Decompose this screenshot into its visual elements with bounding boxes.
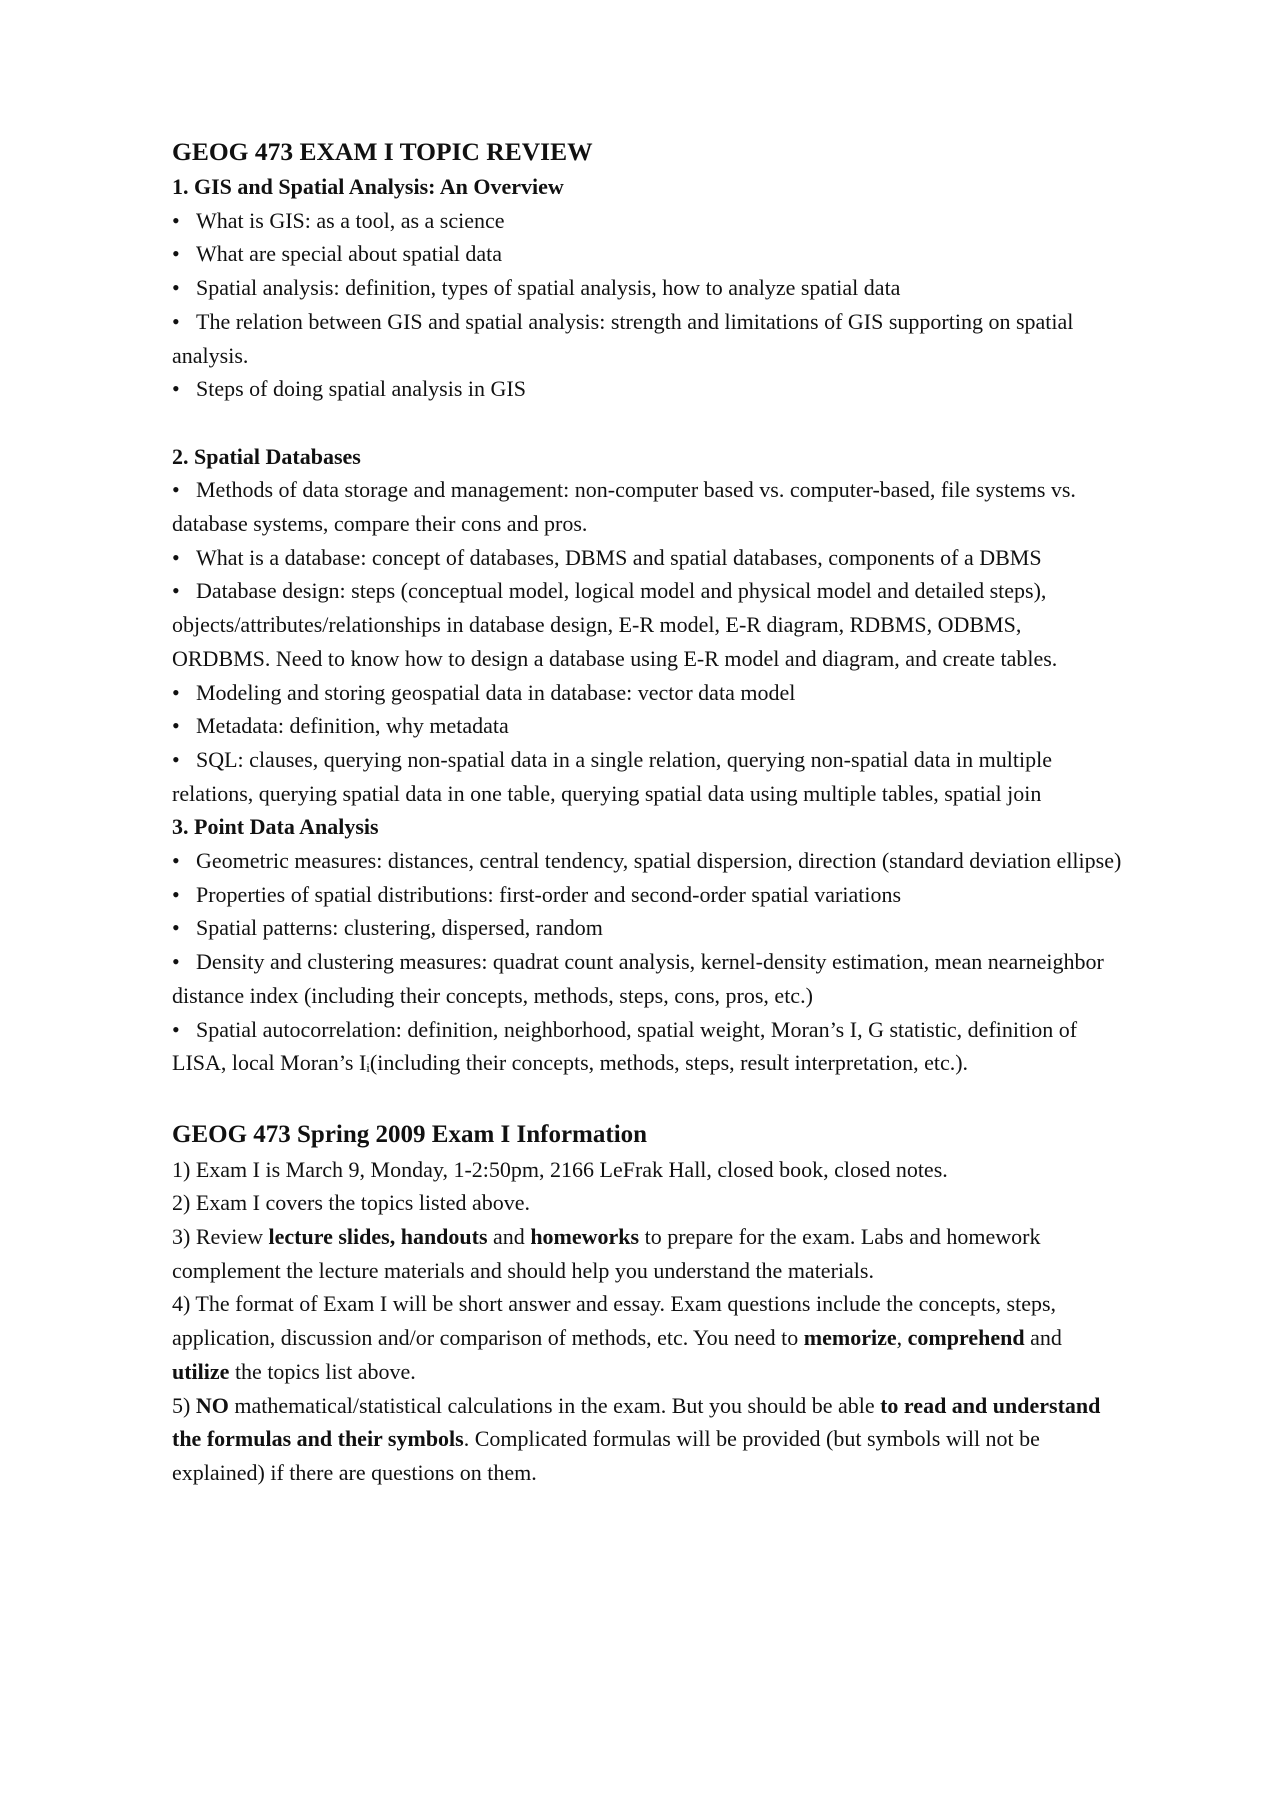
bullet-icon: • (172, 477, 180, 503)
document-title: GEOG 473 EXAM I TOPIC REVIEW (172, 137, 593, 166)
bullet-icon: • (172, 713, 180, 739)
section-heading: 2. Spatial Databases (172, 443, 361, 469)
info-list (172, 1153, 1122, 1490)
list-continuation: relations, querying spatial data in one table, querying spatial data using multiple tables, spatial join (172, 780, 1042, 806)
list-item: • Spatial patterns: clustering, dispersed, random (172, 911, 1122, 945)
list-item: • Density and clustering measures: quadrat count analysis, kernel-density estimation, mean nearneighbor distance index (including their concepts, methods, steps, cons, pros, etc.) (172, 945, 1122, 1012)
list-item: • What are special about spatial data (172, 237, 1122, 271)
info-item-3: 3) Review lecture slides, handouts and homeworks to prepare for the exam. Labs and homework complement the lecture materials and should help you understand the materials. (172, 1224, 1041, 1283)
section-heading: 1. GIS and Spatial Analysis: An Overview (172, 174, 564, 199)
bullet-icon: • (172, 1016, 180, 1042)
topic-list (172, 844, 1122, 1083)
bullet-icon: • (172, 207, 180, 233)
spacer (172, 1083, 1122, 1117)
list-item: • What is GIS: as a tool, as a science (172, 204, 1122, 238)
spacer (172, 406, 1122, 440)
bullet-icon: • (172, 376, 180, 402)
bullet-icon: • (172, 275, 180, 301)
info-title: GEOG 473 Spring 2009 Exam I Information (172, 1120, 648, 1148)
topic-list (172, 204, 1122, 406)
section-heading: 3. Point Data Analysis (172, 814, 379, 840)
list-item: • SQL: clauses, querying non-spatial data in a single relation, querying non-spatial data in multiple (172, 743, 1122, 777)
section-gis-overview (172, 170, 1122, 406)
bullet-icon: • (172, 915, 180, 941)
document-page (172, 133, 1122, 1490)
list-item: • Spatial autocorrelation: definition, neighborhood, spatial weight, Moran’s I, G statistic, definition of LISA, local Moran’s $I_i(including$ their concepts, methods, steps, result interpretation, etc.). (172, 1013, 1122, 1083)
list-item: • The relation between GIS and spatial analysis: strength and limitations of GIS supporting on spatial analysis. (172, 305, 1122, 372)
topic-list (172, 473, 1122, 776)
bullet-icon: • (172, 308, 180, 334)
bullet-icon: • (172, 578, 180, 604)
list-item: • Database design: steps (conceptual model, logical model and physical model and detailed steps), objects/attributes/relationships in database design, E-R model, E-R diagram, RDBMS, ODBMS, ORDBMS. Need to know how to design a database using E-R model and diagram, and create tables. (172, 574, 1122, 675)
info-item-4: 4) The format of Exam I will be short answer and essay. Exam questions include the concepts, steps, application, discussion and/or comparison of methods, etc. You need to memorize, comprehend and utilize the topics list above. (172, 1291, 1062, 1384)
bullet-icon: • (172, 241, 180, 267)
info-item-2: 2) Exam I covers the topics listed above. (172, 1190, 531, 1216)
subscript: i (366, 1060, 370, 1076)
section-point-data-analysis (172, 810, 1122, 1083)
list-item: • Spatial analysis: definition, types of spatial analysis, how to analyze spatial data (172, 271, 1122, 305)
info-item-1: 1) Exam I is March 9, Monday, 1-2:50pm, 2166 LeFrak Hall, closed book, closed notes. (172, 1156, 948, 1182)
bullet-icon: • (172, 746, 180, 772)
list-item: • Steps of doing spatial analysis in GIS (172, 372, 1122, 406)
bullet-icon: • (172, 881, 180, 907)
bullet-icon: • (172, 848, 180, 874)
info-item-5: 5) NO mathematical/statistical calculations in the exam. But you should be able to read and understand the formulas and their symbols. Complicated formulas will be provided (but symbols will not be explained) if there are questions on them. (172, 1392, 1101, 1485)
bullet-icon: • (172, 679, 180, 705)
bullet-icon: • (172, 544, 180, 570)
list-item: • Metadata: definition, why metadata (172, 709, 1122, 743)
section-spatial-databases (172, 440, 1122, 811)
list-item: • What is a database: concept of databases, DBMS and spatial databases, components of a DBMS (172, 541, 1122, 575)
bullet-icon: • (172, 949, 180, 975)
list-item: • Methods of data storage and management: non-computer based vs. computer-based, file systems vs. database systems, compare their cons and pros. (172, 473, 1122, 540)
list-item: • Geometric measures: distances, central tendency, spatial dispersion, direction (standard deviation ellipse) (172, 844, 1122, 878)
list-item: • Modeling and storing geospatial data in database: vector data model (172, 676, 1122, 710)
section-exam-information (172, 1117, 1122, 1490)
list-item: • Properties of spatial distributions: first-order and second-order spatial variations (172, 878, 1122, 912)
